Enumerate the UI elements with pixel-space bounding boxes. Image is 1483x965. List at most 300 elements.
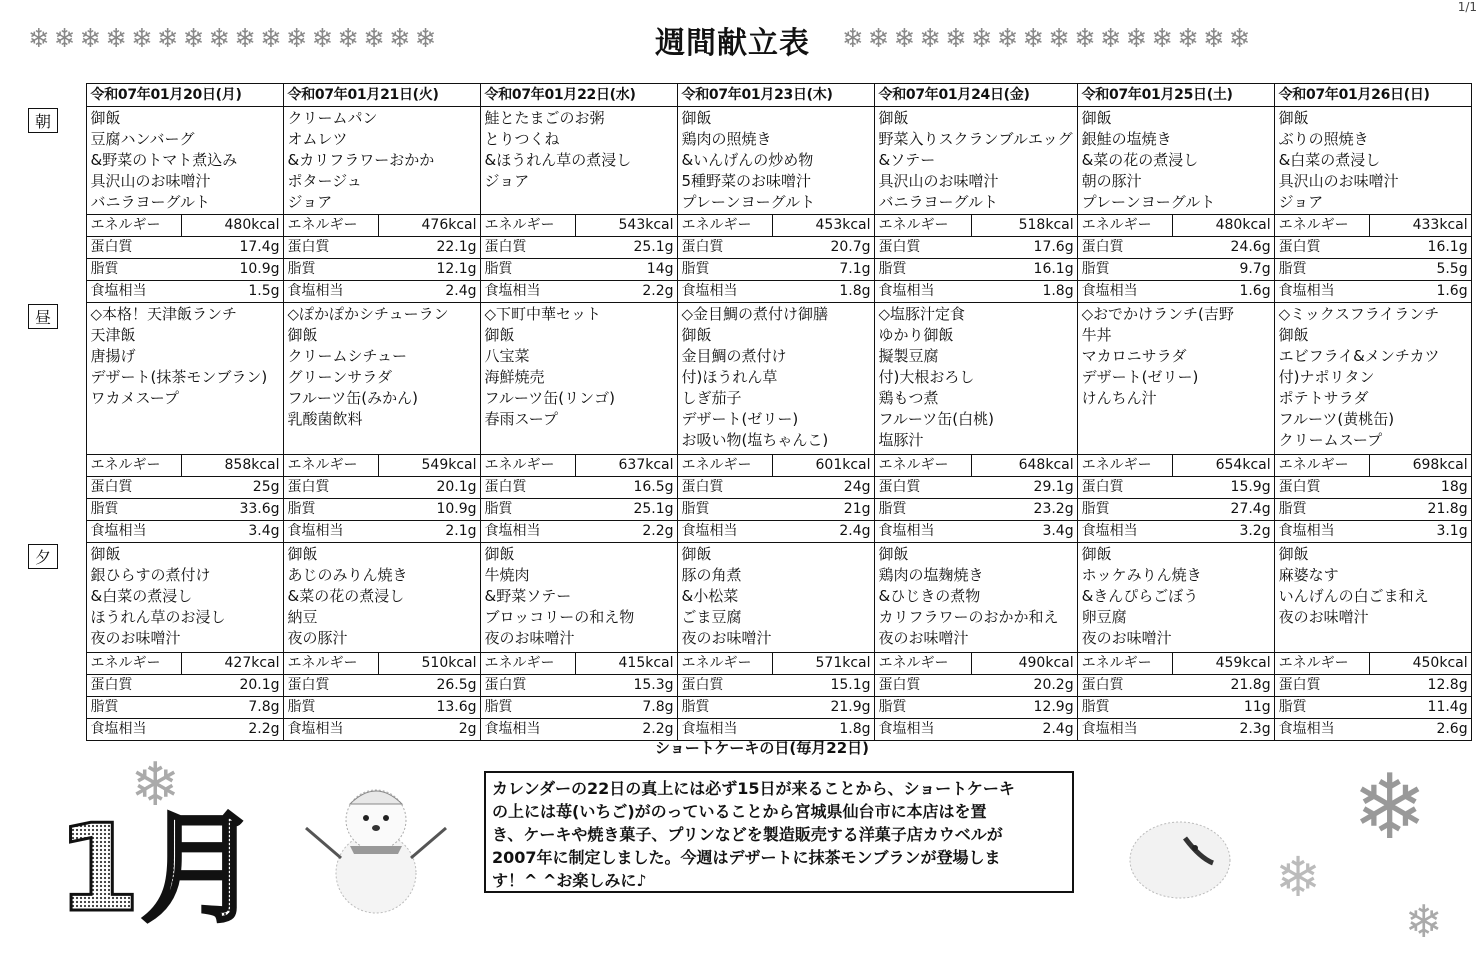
day-header: 令和07年01月23日(木) [677,84,874,107]
nutrient-label: エネルギー [874,215,972,237]
dish-item: 具沢山のお味噌汁 [878,172,999,190]
nutrient-label: エネルギー [86,215,181,237]
nutrient-label: エネルギー [677,455,772,477]
dish-item: マカロニサラダ [1081,347,1187,365]
dish-item: ◇おでかけランチ(吉野 [1081,305,1234,323]
corner-cell [28,84,86,107]
snowflake-icon: ❄ [1275,845,1322,909]
nutrient-label: エネルギー [86,653,181,675]
nutrient-value: 12.9g [972,697,1077,719]
dish-item: フルーツ缶(白桃) [878,410,995,428]
nutrient-value: 3.4g [972,521,1077,543]
nutrient-value: 2.4g [772,521,874,543]
nutrient-label: 食塩相当 [86,719,181,741]
nutrient-value: 415kcal [575,653,677,675]
dish-item: 夜のお味噌汁 [1081,629,1172,647]
nutrient-label: エネルギー [283,455,378,477]
nutrient-value: 571kcal [772,653,874,675]
nutrient-label: エネルギー [1077,455,1172,477]
dish-item: とりつくね [484,130,560,148]
lunch-label: 昼 [28,304,58,329]
dish-list [480,303,677,455]
dish-item: 豚の角煮 [681,566,742,584]
day-header: 令和07年01月21日(火) [283,84,480,107]
nutrient-label: 脂質 [86,259,181,281]
dish-item: 天津飯 [90,326,136,344]
dish-item: 乳酸菌飲料 [287,410,363,428]
nutrient-value: 16.1g [1369,237,1471,259]
nutrient-label: エネルギー [1274,215,1369,237]
nutrient-label: 脂質 [677,697,772,719]
dish-item: クリームシチュー [287,347,408,365]
dish-item: 夜の豚汁 [287,629,348,647]
nutrient-value: 24.6g [1172,237,1274,259]
dish-item: いんげんの白ごま和え [1278,587,1429,605]
dish-item: 卵豆腐 [1081,608,1127,626]
nutrient-label: 脂質 [283,499,378,521]
nutrient-value: 1.6g [1172,281,1274,303]
dish-list [874,107,1077,215]
dish-item: 豆腐ハンバーグ [90,130,195,148]
nutrient-value: 5.5g [1369,259,1471,281]
snowflake-border-left: ❄❄❄❄❄❄❄❄❄❄❄❄❄❄❄❄ [28,24,441,54]
nutrient-value: 3.4g [181,521,283,543]
nutrient-value: 2.2g [575,281,677,303]
dish-item: &菜の花の煮浸し [287,587,405,605]
nutrient-value: 22.1g [378,237,480,259]
dish-item: 御飯 [878,109,909,127]
nutrition-row [28,697,1471,719]
page-title: 週間献立表 [655,26,810,61]
nutrient-label: 脂質 [1077,259,1172,281]
nutrient-label: 脂質 [480,697,575,719]
nutrient-label: 蛋白質 [1077,675,1172,697]
nutrient-value: 23.2g [972,499,1077,521]
nutrient-label: 蛋白質 [677,675,772,697]
dish-item: 野菜入りスクランブルエッグ [878,130,1073,148]
nutrient-label: 脂質 [677,259,772,281]
nutrient-value: 24g [772,477,874,499]
dish-list [86,107,283,215]
nutrient-value: 3.2g [1172,521,1274,543]
nutrient-value: 2.4g [972,719,1077,741]
nutrient-value: 21.8g [1369,499,1471,521]
dish-item: 金目鯛の煮付け [681,347,787,365]
dish-list [677,107,874,215]
dish-item: ◇金目鯛の煮付け御膳 [681,305,829,323]
dish-list [874,543,1077,653]
nutrient-value: 18g [1369,477,1471,499]
nutrient-label: エネルギー [677,653,772,675]
dish-item: 鶏肉の照焼き [681,130,772,148]
nutrient-value: 510kcal [378,653,480,675]
nutrient-label: 脂質 [874,697,972,719]
nutrient-label: 食塩相当 [283,719,378,741]
nutrient-value: 427kcal [181,653,283,675]
dish-item: &ソテー [878,151,936,169]
nutrient-label: 食塩相当 [1274,521,1369,543]
short-cake-day-note [484,771,1074,893]
dish-item: バニラヨーグルト [90,193,211,211]
nutrient-label: エネルギー [677,215,772,237]
nutrient-label: 食塩相当 [874,719,972,741]
nutrient-value: 12.8g [1369,675,1471,697]
nutrient-label: 食塩相当 [1077,281,1172,303]
nutrient-label: エネルギー [86,455,181,477]
note-line: カレンダーの22日の真上には必ず15日が来ることから、ショートケーキ [492,779,1015,798]
nutrient-value: 480kcal [1172,215,1274,237]
nutrient-value: 27.4g [1172,499,1274,521]
dish-item: 御飯 [1081,109,1112,127]
nutrient-label: 蛋白質 [1274,237,1369,259]
note-line: き、ケーキや焼き菓子、プリンなどを製造販売する洋菓子店カウベルが [492,825,1003,844]
page-number: 1/1 [1457,0,1477,14]
nutrient-value: 16.1g [972,259,1077,281]
nutrient-value: 2.2g [575,521,677,543]
snowflake-icon: ❄ [1405,895,1443,948]
snowflake-icon: ❄ [130,750,181,820]
nutrient-value: 648kcal [972,455,1077,477]
dish-list [1274,303,1471,455]
dish-item: 夜のお味噌汁 [1278,608,1369,626]
nutrient-value: 20.1g [181,675,283,697]
dinner-label: 夕 [28,544,58,569]
nutrient-label: エネルギー [480,215,575,237]
nutrient-value: 11.4g [1369,697,1471,719]
dish-item: 御飯 [90,545,121,563]
nutrient-value: 2.3g [1172,719,1274,741]
nutrient-label: 脂質 [283,697,378,719]
nutrient-label: 脂質 [677,499,772,521]
nutrient-value: 518kcal [972,215,1077,237]
dinner-label-cell [28,543,86,741]
dish-item: ◇本格！天津飯ランチ [90,305,238,323]
dish-item: 付)大根おろし [878,368,975,386]
dish-item: カリフラワーのおかか和え [878,608,1059,626]
dish-item: エビフライ&メンチカツ [1278,347,1440,365]
dish-item: ブロッコリーの和え物 [484,608,635,626]
dish-item: ◇ミックスフライランチ [1278,305,1440,323]
nutrient-value: 29.1g [972,477,1077,499]
nutrient-label: 蛋白質 [1274,675,1369,697]
dish-item: 麻婆なす [1278,566,1339,584]
dish-item: &白菜の煮浸し [90,587,193,605]
dish-item: バニラヨーグルト [878,193,999,211]
day-header: 令和07年01月25日(土) [1077,84,1274,107]
nutrient-label: 蛋白質 [677,477,772,499]
dish-list [283,543,480,653]
dish-item: 八宝菜 [484,347,530,365]
nutrient-label: 脂質 [86,697,181,719]
dish-item: ぶりの照焼き [1278,130,1369,148]
dish-item: 御飯 [878,545,909,563]
snowflake-border-right: ❄❄❄❄❄❄❄❄❄❄❄❄❄❄❄❄ [842,24,1255,54]
nutrient-value: 1.5g [181,281,283,303]
dish-item: 銀鮭の塩焼き [1081,130,1172,148]
nutrient-value: 33.6g [181,499,283,521]
lunch-label-cell [28,303,86,543]
nutrient-label: 食塩相当 [480,719,575,741]
nutrient-label: エネルギー [283,215,378,237]
nutrient-label: 蛋白質 [86,237,181,259]
nutrient-label: エネルギー [283,653,378,675]
dish-item: 牛焼肉 [484,566,530,584]
nutrition-row [28,521,1471,543]
nutrient-value: 7.1g [772,259,874,281]
nutrient-value: 10.9g [378,499,480,521]
dish-item: 御飯 [1278,545,1309,563]
dish-list [283,107,480,215]
nutrient-value: 10.9g [181,259,283,281]
dish-item: 付)ナポリタン [1278,368,1375,386]
nutrient-label: 食塩相当 [874,521,972,543]
snowman-icon [286,758,466,908]
dish-list [86,543,283,653]
nutrient-label: エネルギー [874,455,972,477]
nutrient-label: 脂質 [1077,697,1172,719]
month-label: 1月 [57,800,261,939]
dish-item: 御飯 [484,326,515,344]
dish-list [1077,303,1274,455]
nutrient-value: 21.9g [772,697,874,719]
nutrient-value: 543kcal [575,215,677,237]
nutrient-label: 食塩相当 [677,281,772,303]
dish-item: 御飯 [1081,545,1112,563]
dish-item: ジョア [1278,193,1324,211]
nutrient-value: 601kcal [772,455,874,477]
nutrient-label: 脂質 [480,499,575,521]
dish-item: 具沢山のお味噌汁 [1278,172,1399,190]
nutrient-label: 脂質 [1077,499,1172,521]
dish-item: ポタージュ [287,172,362,190]
nutrient-label: エネルギー [480,653,575,675]
nutrient-label: 脂質 [480,259,575,281]
dish-list [1077,107,1274,215]
nutrient-label: エネルギー [480,455,575,477]
nutrient-label: エネルギー [1274,653,1369,675]
nutrient-label: 蛋白質 [677,237,772,259]
nutrient-value: 2.1g [378,521,480,543]
dish-item: 5種野菜のお味噌汁 [681,172,812,190]
dish-item: 御飯 [681,326,712,344]
dish-item: 御飯 [287,326,318,344]
dish-item: 御飯 [681,109,712,127]
dish-item: オムレツ [287,130,348,148]
dish-item: 付)ほうれん草 [681,368,778,386]
nutrient-value: 2.2g [181,719,283,741]
nutrient-value: 2.6g [1369,719,1471,741]
nutrition-row [28,259,1471,281]
nutrient-label: 食塩相当 [1274,281,1369,303]
rabbit-mochi-icon [1125,808,1235,903]
nutrient-label: 食塩相当 [86,521,181,543]
nutrient-label: 脂質 [1274,259,1369,281]
nutrient-label: エネルギー [874,653,972,675]
nutrient-label: エネルギー [1077,215,1172,237]
nutrition-row [28,675,1471,697]
nutrient-value: 459kcal [1172,653,1274,675]
nutrient-value: 3.1g [1369,521,1471,543]
nutrient-value: 14g [575,259,677,281]
dish-item: 御飯 [1278,109,1309,127]
nutrient-label: 食塩相当 [480,281,575,303]
nutrient-label: 蛋白質 [1274,477,1369,499]
dish-list [1274,543,1471,653]
nutrient-label: 蛋白質 [86,675,181,697]
day-header: 令和07年01月20日(月) [86,84,283,107]
nutrition-row [28,653,1471,675]
dish-item: フルーツ缶(リンゴ) [484,389,616,407]
dish-item: フルーツ(黄桃缶) [1278,410,1395,428]
day-header: 令和07年01月22日(水) [480,84,677,107]
nutrient-label: 蛋白質 [480,675,575,697]
dish-item: 御飯 [484,545,515,563]
nutrient-label: 食塩相当 [1077,719,1172,741]
dish-item: 鶏もつ煮 [878,389,939,407]
short-cake-day-caption: ショートケーキの日(毎月22日) [655,739,869,757]
nutrient-value: 13.6g [378,697,480,719]
nutrient-label: 食塩相当 [874,281,972,303]
dish-item: &きんぴらごぼう [1081,587,1199,605]
nutrient-label: 蛋白質 [1077,477,1172,499]
dish-list [677,303,874,455]
nutrient-value: 433kcal [1369,215,1471,237]
nutrient-label: 食塩相当 [86,281,181,303]
nutrient-value: 9.7g [1172,259,1274,281]
nutrition-row [28,499,1471,521]
nutrient-value: 11g [1172,697,1274,719]
dish-item: しぎ茄子 [681,389,742,407]
dish-item: 鶏肉の塩麹焼き [878,566,984,584]
dish-item: けんちん汁 [1081,389,1157,407]
nutrient-value: 7.8g [575,697,677,719]
nutrient-value: 20.1g [378,477,480,499]
nutrient-value: 858kcal [181,455,283,477]
dish-list [86,303,283,455]
nutrition-row [28,215,1471,237]
nutrient-value: 490kcal [972,653,1077,675]
nutrient-label: エネルギー [1077,653,1172,675]
nutrient-label: エネルギー [1274,455,1369,477]
nutrient-label: 脂質 [283,259,378,281]
dish-item: 御飯 [681,545,712,563]
nutrient-value: 654kcal [1172,455,1274,477]
dish-item: &カリフラワーおかか [287,151,435,169]
nutrition-row [28,477,1471,499]
dish-item: ジョア [484,172,530,190]
snowflake-icon: ❄ [1352,755,1428,860]
dish-list [1274,107,1471,215]
nutrient-value: 637kcal [575,455,677,477]
dish-item: グリーンサラダ [287,368,393,386]
nutrient-label: 食塩相当 [480,521,575,543]
dish-item: ジョア [287,193,333,211]
dish-item: デザート(抹茶モンブラン) [90,368,268,386]
dish-item: 夜のお味噌汁 [484,629,575,647]
nutrient-label: 脂質 [874,499,972,521]
nutrient-value: 20.2g [972,675,1077,697]
nutrient-label: 蛋白質 [874,675,972,697]
nutrient-label: 食塩相当 [283,521,378,543]
dish-item: ポテトサラダ [1278,389,1369,407]
dish-item: &菜の花の煮浸し [1081,151,1199,169]
nutrient-value: 2.4g [378,281,480,303]
dish-list [677,543,874,653]
dish-item: 海鮮焼売 [484,368,545,386]
dish-item: ワカメスープ [90,389,180,407]
nutrition-row [28,237,1471,259]
dish-item: クリームスープ [1278,431,1383,449]
nutrient-label: 蛋白質 [283,237,378,259]
nutrient-value: 698kcal [1369,455,1471,477]
dish-item: 鮭とたまごのお粥 [484,109,605,127]
nutrient-value: 1.8g [972,281,1077,303]
dish-list [480,543,677,653]
nutrient-value: 2.2g [575,719,677,741]
nutrient-label: 脂質 [86,499,181,521]
dish-item: &ひじきの煮物 [878,587,981,605]
dish-item: ほうれん草のお浸し [90,608,226,626]
nutrient-label: 食塩相当 [1077,521,1172,543]
breakfast-dish-row [28,107,1471,215]
note-line: 2007年に制定しました。今週はデザートに抹茶モンブランが登場しま [492,848,1001,867]
dish-item: &野菜ソテー [484,587,572,605]
dish-item: フルーツ缶(みかん) [287,389,419,407]
dish-item: 春雨スープ [484,410,559,428]
dish-item: 具沢山のお味噌汁 [90,172,211,190]
note-line: の上には苺(いちご)がのっていることから宮城県仙台市に本店はを置 [492,802,987,821]
nutrient-value: 476kcal [378,215,480,237]
nutrient-value: 450kcal [1369,653,1471,675]
nutrient-label: 蛋白質 [874,237,972,259]
nutrient-value: 549kcal [378,455,480,477]
nutrient-value: 17.6g [972,237,1077,259]
nutrient-value: 1.8g [772,719,874,741]
dish-list [1077,543,1274,653]
nutrition-row [28,281,1471,303]
dish-item: 銀ひらすの煮付け [90,566,211,584]
nutrient-value: 20.7g [772,237,874,259]
nutrient-value: 12.1g [378,259,480,281]
dish-item: ごま豆腐 [681,608,742,626]
dish-item: &いんげんの炒め物 [681,151,814,169]
dish-item: 御飯 [1278,326,1309,344]
dish-item: 夜のお味噌汁 [90,629,181,647]
dish-item: クリームパン [287,109,378,127]
dish-item: ゆかり御飯 [878,326,954,344]
nutrient-label: 食塩相当 [283,281,378,303]
nutrient-label: 蛋白質 [1077,237,1172,259]
nutrient-value: 15.3g [575,675,677,697]
dish-item: 塩豚汁 [878,431,924,449]
nutrient-label: 食塩相当 [677,719,772,741]
nutrient-label: 蛋白質 [480,477,575,499]
dish-item: ◇下町中華セット [484,305,602,323]
dish-item: デザート(ゼリー) [1081,368,1199,386]
breakfast-label: 朝 [28,108,58,133]
dish-item: 御飯 [287,545,318,563]
dish-item: &ほうれん草の煮浸し [484,151,632,169]
dish-list [480,107,677,215]
dish-item: 納豆 [287,608,318,626]
nutrient-label: 蛋白質 [283,675,378,697]
nutrient-label: 蛋白質 [283,477,378,499]
menu-table [28,83,1472,741]
day-header: 令和07年01月24日(金) [874,84,1077,107]
dish-item: ホッケみりん焼き [1081,566,1202,584]
dish-item: 御飯 [90,109,121,127]
dish-item: お吸い物(塩ちゃんこ) [681,431,829,449]
